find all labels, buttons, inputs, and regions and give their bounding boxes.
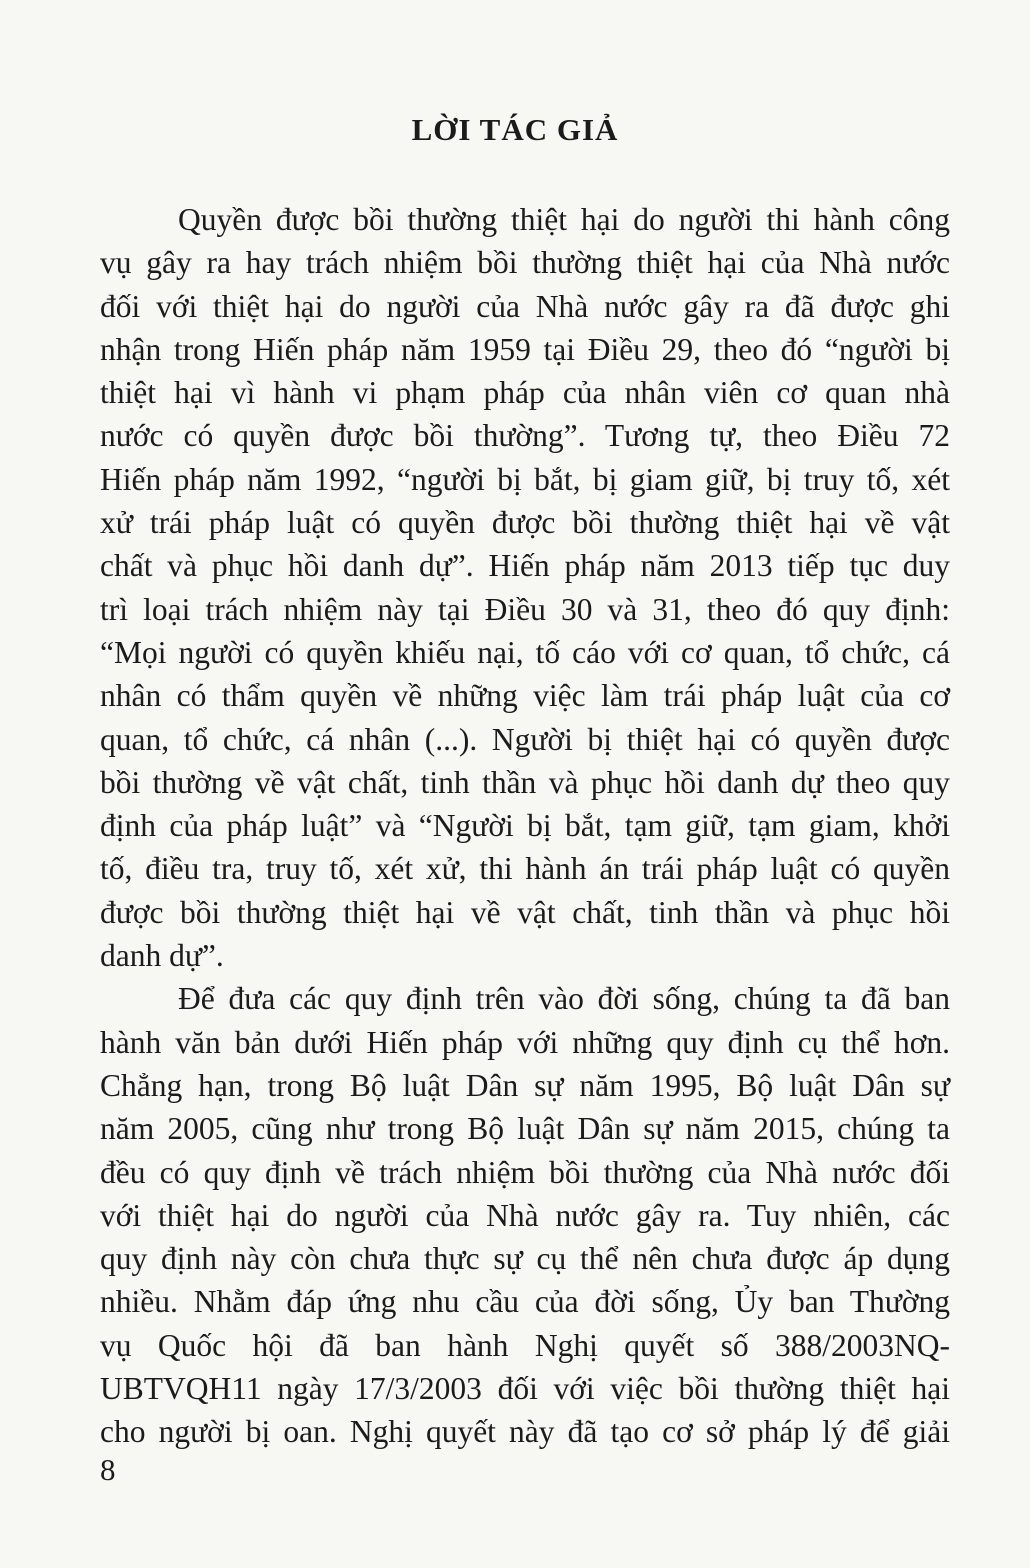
page-number: 8 bbox=[100, 1452, 116, 1487]
text-line: tố, điều tra, truy tố, xét xử, thi hành án trái pháp luật có quyền bbox=[100, 851, 950, 887]
text-line: quy định này còn chưa thực sự cụ thể nên chưa được áp dụng bbox=[100, 1241, 950, 1277]
text-line: “Mọi người có quyền khiếu nại, tố cáo với cơ quan, tổ chức, cá bbox=[100, 634, 950, 670]
text-line: chất và phục hồi danh dự”. Hiến pháp năm 2013 tiếp tục duy bbox=[100, 548, 950, 584]
text-line: với thiệt hại do người của Nhà nước gây ra. Tuy nhiên, các bbox=[100, 1197, 950, 1233]
text-line: cho người bị oan. Nghị quyết này đã tạo cơ sở pháp lý để giải bbox=[100, 1414, 950, 1450]
text-line: nhận trong Hiến pháp năm 1959 tại Điều 29, theo đó “người bị bbox=[100, 331, 950, 367]
text-line: Quyền được bồi thường thiệt hại do người thi hành công bbox=[178, 202, 950, 237]
text-line: Hiến pháp năm 1992, “người bị bắt, bị giam giữ, bị truy tố, xét bbox=[100, 461, 950, 497]
text-line: danh dự”. bbox=[100, 938, 224, 974]
text-line: xử trái pháp luật có quyền được bồi thường thiệt hại về vật bbox=[100, 505, 950, 541]
text-line: thiệt hại vì hành vi phạm pháp của nhân viên cơ quan nhà bbox=[100, 375, 950, 411]
page-title: LỜI TÁC GIẢ bbox=[411, 112, 619, 147]
text-line: trì loại trách nhiệm này tại Điều 30 và 31, theo đó quy định: bbox=[100, 591, 950, 627]
text-line: nhiều. Nhằm đáp ứng nhu cầu của đời sống, Ủy ban Thường bbox=[100, 1284, 950, 1320]
text-line: đối với thiệt hại do người của Nhà nước gây ra đã được ghi bbox=[100, 288, 950, 324]
text-line: năm 2005, cũng như trong Bộ luật Dân sự năm 2015, chúng ta bbox=[100, 1111, 950, 1147]
body-text bbox=[100, 198, 950, 1454]
text-line: được bồi thường thiệt hại về vật chất, tinh thần và phục hồi bbox=[100, 894, 950, 930]
text-line: nước có quyền được bồi thường”. Tương tự, theo Điều 72 bbox=[100, 418, 950, 454]
text-line: UBTVQH11 ngày 17/3/2003 đối với việc bồi thường thiệt hại bbox=[100, 1371, 950, 1407]
text-line: định của pháp luật” và “Người bị bắt, tạm giữ, tạm giam, khởi bbox=[100, 808, 950, 844]
text-line: hành văn bản dưới Hiến pháp với những quy định cụ thể hơn. bbox=[100, 1024, 950, 1060]
text-line: Để đưa các quy định trên vào đời sống, chúng ta đã ban bbox=[178, 981, 950, 1017]
text-line: nhân có thẩm quyền về những việc làm trái pháp luật của cơ bbox=[100, 678, 950, 714]
text-line: vụ gây ra hay trách nhiệm bồi thường thiệt hại của Nhà nước bbox=[100, 245, 950, 281]
text-line: Chẳng hạn, trong Bộ luật Dân sự năm 1995, Bộ luật Dân sự bbox=[100, 1067, 950, 1103]
text-line: đều có quy định về trách nhiệm bồi thường của Nhà nước đối bbox=[100, 1154, 950, 1190]
text-line: bồi thường về vật chất, tinh thần và phục hồi danh dự theo quy bbox=[100, 764, 950, 800]
text-line: quan, tổ chức, cá nhân (...). Người bị thiệt hại có quyền được bbox=[100, 721, 950, 757]
text-line: vụ Quốc hội đã ban hành Nghị quyết số 388/2003NQ- bbox=[100, 1327, 950, 1363]
